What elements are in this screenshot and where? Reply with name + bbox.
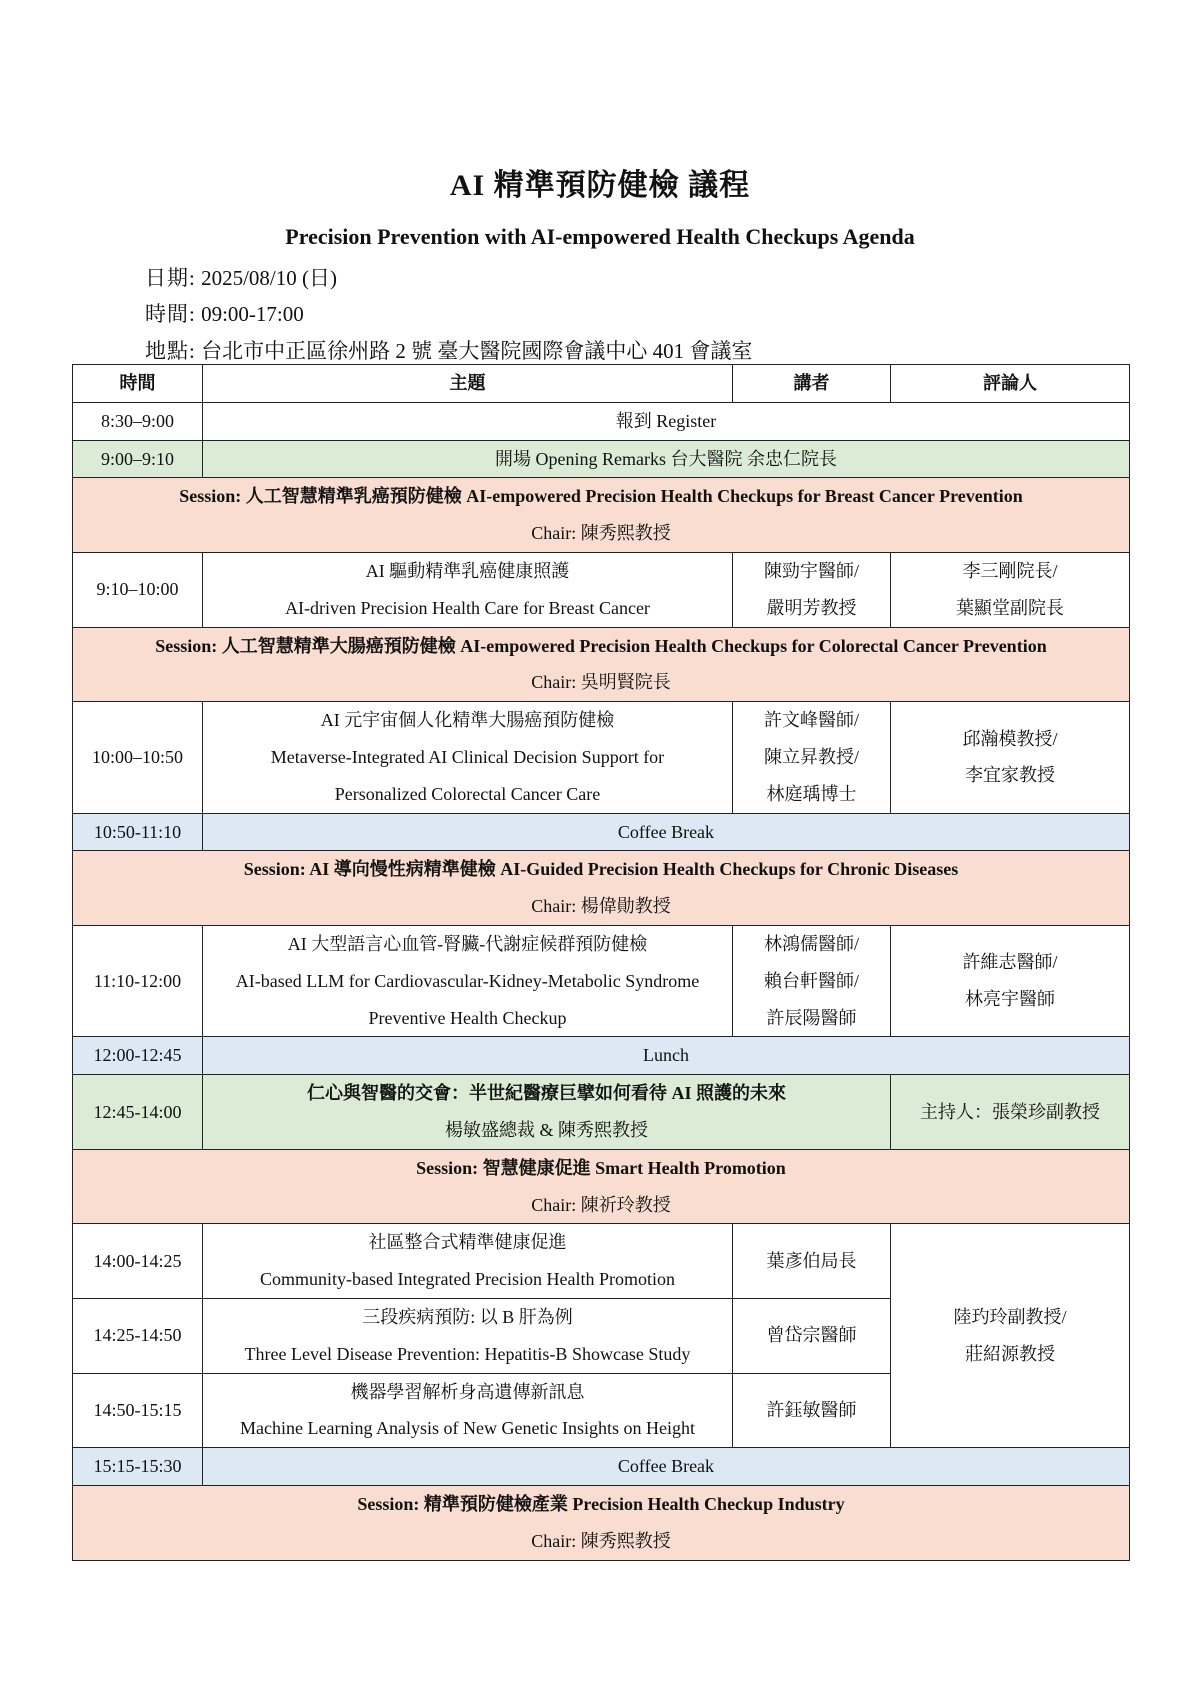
session3-speaker-1: 林鴻儒醫師/	[763, 933, 859, 954]
session4-title: Session: 智慧健康促進 Smart Health Promotion	[416, 1157, 786, 1178]
session4-talk3-en: Machine Learning Analysis of New Genetic Insights on Height	[240, 1418, 695, 1439]
session5-title: Session: 精準預防健檢產業 Precision Health Checkup Industry	[357, 1493, 845, 1514]
session3-speaker-2: 賴台軒醫師/	[763, 970, 859, 991]
opening-row	[73, 440, 1130, 478]
session1-time: 9:10–10:00	[73, 552, 203, 627]
agenda-table	[72, 364, 1130, 1561]
forum-host: 主持人：張榮珍副教授	[891, 1075, 1130, 1150]
session4-talk1-en: Community-based Integrated Precision Health Promotion	[260, 1269, 675, 1290]
session4-talk3-time: 14:50-15:15	[73, 1373, 203, 1448]
session4-talk1-time: 14:00-14:25	[73, 1224, 203, 1299]
place-value: 台北市中正區徐州路 2 號 臺大醫院國際會議中心 401 會議室	[201, 339, 753, 363]
session3-topic-en-2: Preventive Health Checkup	[368, 1007, 567, 1028]
session2-title: Session: 人工智慧精準大腸癌預防健檢 AI-empowered Precision Health Checkups for Colorectal Cancer Prevention	[155, 635, 1047, 656]
date-value: 2025/08/10 (日)	[201, 266, 337, 290]
session4-talk2-en: Three Level Disease Prevention: Hepatitis-B Showcase Study	[244, 1343, 691, 1364]
session3-chair: Chair: 楊偉勛教授	[531, 896, 671, 917]
lunch-time: 12:00-12:45	[73, 1037, 203, 1075]
session4-commentator-2: 莊紹源教授	[965, 1343, 1055, 1364]
time-line	[145, 298, 304, 328]
session3-commentator-1: 許維志醫師/	[962, 952, 1058, 973]
session2-speaker-1: 許文峰醫師/	[763, 710, 859, 731]
session1-header	[73, 478, 1130, 553]
opening-text: 開場 Opening Remarks 台大醫院 余忠仁院長	[203, 440, 1130, 478]
session4-commentator-1: 陸玓玲副教授/	[953, 1306, 1067, 1327]
session3-topic-en-1: AI-based LLM for Cardiovascular-Kidney-Metabolic Syndrome	[235, 970, 700, 991]
checkin-text: 報到 Register	[203, 402, 1130, 440]
session3-commentator-2: 林亮宇醫師	[965, 989, 1055, 1010]
session4-chair: Chair: 陳祈玲教授	[531, 1194, 671, 1215]
session4-talk2-speaker: 曾岱宗醫師	[733, 1298, 891, 1373]
coffee-break-1-text: Coffee Break	[203, 813, 1130, 851]
session2-topic-zh: AI 元宇宙個人化精準大腸癌預防健檢	[320, 710, 615, 731]
session4-talk1-speaker: 葉彥伯局長	[733, 1224, 891, 1299]
session2-talk-row	[73, 702, 1130, 813]
header-speaker: 講者	[733, 365, 891, 403]
session2-commentator-2: 李宜家教授	[965, 765, 1055, 786]
session3-talk-row	[73, 925, 1130, 1036]
session1-speaker-1: 陳勁宇醫師/	[763, 560, 859, 581]
checkin-time: 8:30–9:00	[73, 402, 203, 440]
date-label: 日期:	[145, 266, 196, 290]
session1-topic-zh: AI 驅動精準乳癌健康照護	[365, 560, 570, 581]
session1-commentator-2: 葉顯堂副院長	[956, 597, 1064, 618]
forum-speakers: 楊敏盛總裁 & 陳秀熙教授	[445, 1119, 648, 1140]
time-label: 時間:	[145, 302, 196, 326]
session3-header	[73, 851, 1130, 926]
coffee-break-2-text: Coffee Break	[203, 1448, 1130, 1486]
session2-chair: Chair: 吳明賢院長	[531, 672, 671, 693]
session2-time: 10:00–10:50	[73, 702, 203, 813]
page-title: AI 精準預防健檢 議程	[449, 169, 751, 202]
header-row	[73, 365, 1130, 403]
opening-time: 9:00–9:10	[73, 440, 203, 478]
session4-talk2-time: 14:25-14:50	[73, 1298, 203, 1373]
lunch-text: Lunch	[203, 1037, 1130, 1075]
session3-time: 11:10-12:00	[73, 925, 203, 1036]
forum-row	[73, 1075, 1130, 1150]
checkin-row	[73, 402, 1130, 440]
date-line	[145, 262, 337, 292]
session4-talk1-zh: 社區整合式精準健康促進	[368, 1232, 567, 1253]
session2-topic-en-1: Metaverse-Integrated AI Clinical Decision Support for	[270, 746, 665, 767]
forum-time: 12:45-14:00	[73, 1075, 203, 1150]
place-line	[145, 335, 752, 365]
session1-title: Session: 人工智慧精準乳癌預防健檢 AI-empowered Precision Health Checkups for Breast Cancer Prevention	[179, 486, 1023, 507]
coffee-break-2-row	[73, 1448, 1130, 1486]
page-subtitle: Precision Prevention with AI-empowered Health Checkups Agenda	[285, 224, 915, 249]
session2-speaker-3: 林庭瑀博士	[766, 783, 857, 804]
session2-header	[73, 627, 1130, 702]
session4-talk2-zh: 三段疾病預防: 以 B 肝為例	[362, 1306, 573, 1327]
session2-topic-en-2: Personalized Colorectal Cancer Care	[334, 783, 601, 804]
session4-talk3-speaker: 許鈺敏醫師	[733, 1373, 891, 1448]
session5-header	[73, 1485, 1130, 1560]
session5-chair: Chair: 陳秀熙教授	[531, 1530, 671, 1551]
session4-talk-row	[73, 1224, 1130, 1299]
session2-commentator-1: 邱瀚模教授/	[962, 728, 1058, 749]
session4-talk3-zh: 機器學習解析身高遺傳新訊息	[350, 1381, 585, 1402]
header-commentator: 評論人	[891, 365, 1130, 403]
lunch-row	[73, 1037, 1130, 1075]
coffee-break-2-time: 15:15-15:30	[73, 1448, 203, 1486]
place-label: 地點:	[145, 339, 196, 363]
session1-topic-en: AI-driven Precision Health Care for Breast Cancer	[285, 597, 650, 618]
header-topic: 主題	[203, 365, 733, 403]
session1-chair: Chair: 陳秀熙教授	[531, 523, 671, 544]
session3-speaker-3: 許辰陽醫師	[766, 1007, 857, 1028]
session3-topic-zh: AI 大型語言心血管-腎臟-代謝症候群預防健檢	[287, 933, 648, 954]
coffee-break-1-row	[73, 813, 1130, 851]
forum-topic: 仁心與智醫的交會：半世紀醫療巨擘如何看待 AI 照護的未來	[306, 1083, 786, 1104]
session4-header	[73, 1149, 1130, 1224]
session2-speaker-2: 陳立昇教授/	[763, 746, 859, 767]
session3-title: Session: AI 導向慢性病精準健檢 AI-Guided Precision Health Checkups for Chronic Diseases	[243, 859, 959, 880]
session1-talk-row	[73, 552, 1130, 627]
session1-commentator-1: 李三剛院長/	[962, 560, 1058, 581]
session1-speaker-2: 嚴明芳教授	[766, 597, 857, 618]
time-value: 09:00-17:00	[201, 302, 304, 326]
header-time: 時間	[73, 365, 203, 403]
coffee-break-1-time: 10:50-11:10	[73, 813, 203, 851]
